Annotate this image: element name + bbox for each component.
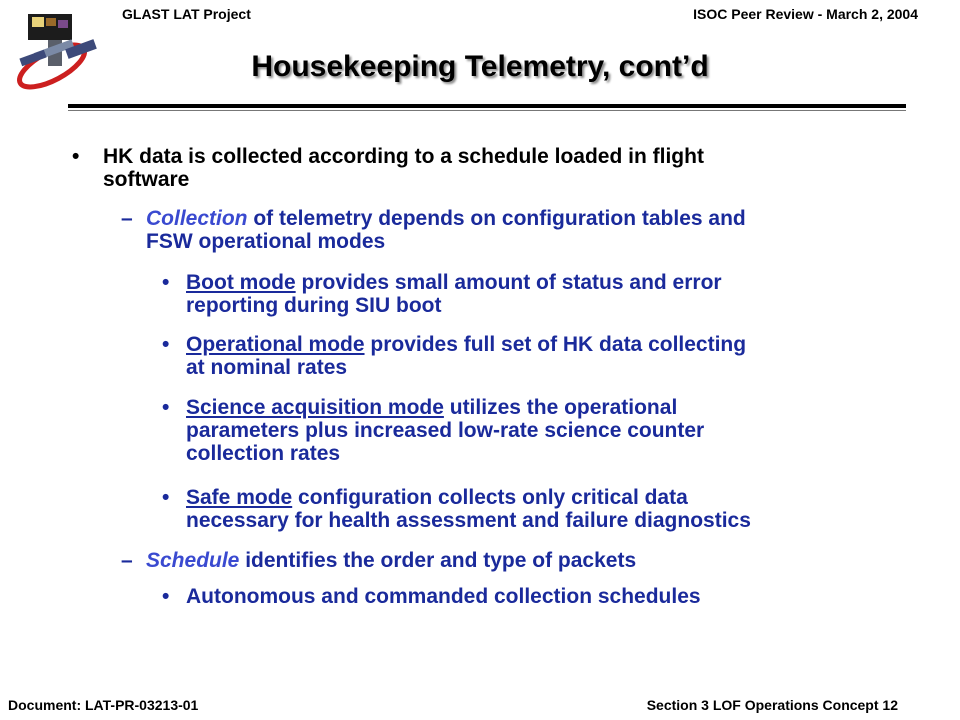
mode-safe-line2: necessary for health assessment and failure diagnostics [186, 509, 751, 532]
subbullet-schedule-line1 [146, 549, 906, 572]
science-mode-text: utilizes the operational [443, 396, 678, 419]
science-mode-term: Science acquisition mode [186, 396, 444, 419]
title-divider-thin [68, 110, 906, 111]
operational-mode-term: Operational mode [186, 333, 365, 356]
safe-mode-text: configuration collects only critical data [292, 486, 688, 509]
title-divider [68, 104, 906, 108]
bullet-marker: • [162, 271, 170, 294]
safe-mode-term: Safe mode [186, 486, 293, 509]
schedule-term: Schedule [146, 549, 240, 572]
mode-boot-line2: reporting during SIU boot [186, 294, 442, 317]
bullet-marker: • [162, 396, 170, 419]
slide-title: Housekeeping Telemetry, cont’d [251, 50, 709, 83]
collection-text: of telemetry depends on configuration tables and [247, 207, 746, 230]
footer-section-page: Section 3 LOF Operations Concept 12 [646, 697, 898, 713]
header-project-label: GLAST LAT Project [122, 6, 251, 22]
mode-science-line1 [186, 396, 916, 419]
schedule-text: identifies the order and type of packets [239, 549, 637, 572]
dash-marker: – [121, 549, 133, 572]
boot-mode-term: Boot mode [186, 271, 296, 294]
footer-document-id: Document: LAT-PR-03213-01 [8, 697, 199, 713]
mode-operational-line2: at nominal rates [186, 356, 348, 379]
dash-marker: – [121, 207, 133, 230]
operational-mode-text: provides full set of HK data collecting [364, 333, 747, 356]
bullet-hk-schedule-line1: HK data is collected according to a schedule loaded in flight [103, 145, 704, 168]
mode-boot-line1 [186, 271, 916, 294]
bullet-marker: • [162, 486, 170, 509]
subbullet-collection-line1 [146, 207, 906, 230]
header-review-date: ISOC Peer Review - March 2, 2004 [693, 6, 918, 22]
bullet-hk-schedule-line2: software [103, 168, 190, 191]
mode-science-line3: collection rates [186, 442, 341, 465]
boot-mode-text: provides small amount of status and error [295, 271, 722, 294]
bullet-marker: • [162, 333, 170, 356]
bullet-marker: • [72, 145, 80, 168]
collection-term: Collection [146, 207, 248, 230]
bullet-marker: • [162, 585, 170, 608]
mode-operational-line1 [186, 333, 916, 356]
mode-science-line2: parameters plus increased low-rate science counter [186, 419, 705, 442]
mode-safe-line1 [186, 486, 916, 509]
subbullet-collection-line2: FSW operational modes [146, 230, 386, 253]
schedule-autonomous-line1: Autonomous and commanded collection schedules [186, 585, 701, 608]
